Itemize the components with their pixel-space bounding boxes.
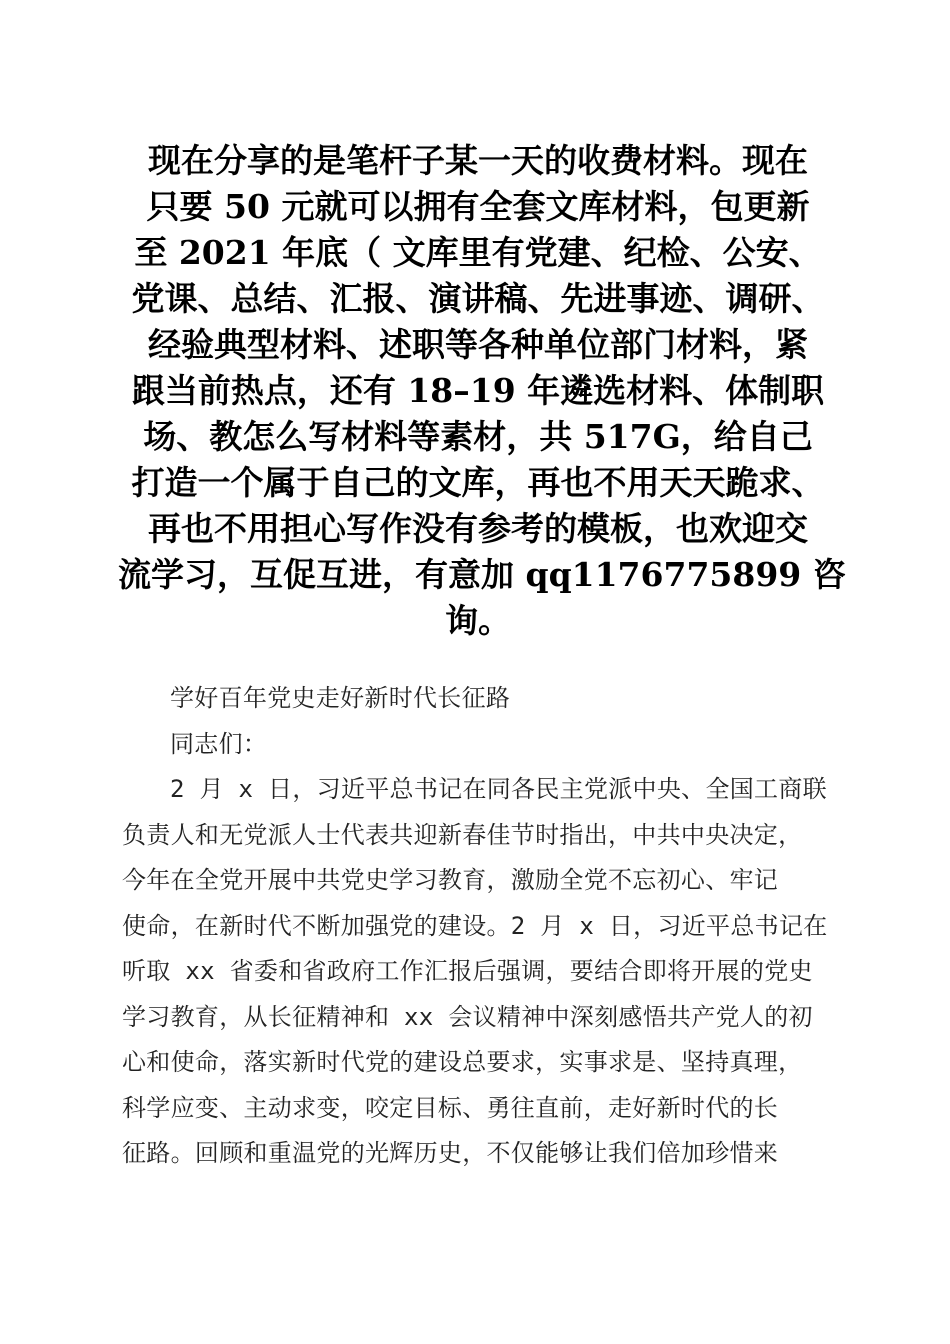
paragraph-line: 今年在全党开展中共党史学习教育，激励全党不忘初心、牢记 — [122, 866, 779, 894]
promo-line: 询。 — [445, 601, 511, 640]
article-salutation: 同志们： — [170, 729, 268, 758]
promo-line: 场、教怎么写材料等素材，共 517G，给自己 — [143, 417, 813, 456]
promo-line: 只要 50 元就可以拥有全套文库材料，包更新 — [146, 187, 810, 226]
promo-line: 打造一个属于自己的文库，再也不用天天跪求、 — [131, 463, 825, 502]
paragraph-line: 2 月 x 日，习近平总书记在同各民主党派中央、全国工商联 — [170, 775, 827, 803]
paragraph-line: 心和使命，落实新时代党的建设总要求，实事求是、坚持真理， — [122, 1048, 803, 1076]
paragraph-line: 学习教育，从长征精神和 xx 会议精神中深刻感悟共产党人的初 — [122, 1002, 813, 1031]
promo-line: 现在分享的是笔杆子某一天的收费材料。现在 — [148, 141, 808, 180]
paragraph-line: 听取 xx 省委和省政府工作汇报后强调，要结合即将开展的党史 — [122, 957, 813, 985]
promo-line: 跟当前热点，还有 18–19 年遴选材料、体制职 — [131, 371, 825, 410]
promo-paragraph — [118, 138, 846, 644]
paragraph-line: 科学应变、主动求变，咬定目标、勇往直前，走好新时代的长 — [122, 1093, 779, 1122]
paragraph-line: 征路。回顾和重温党的光辉历史，不仅能够让我们倍加珍惜来 — [122, 1139, 779, 1167]
promo-line: 经验典型材料、述职等各种单位部门材料，紧 — [148, 325, 808, 364]
article-body — [122, 676, 842, 1177]
paragraph-line: 负责人和无党派人士代表共迎新春佳节时指出，中共中央决定， — [122, 820, 803, 849]
promo-line: 流学习，互促互进，有意加 qq1176775899 咨 — [118, 555, 846, 594]
promo-line: 至 2021 年底（ 文库里有党建、纪检、公安、 — [134, 233, 822, 272]
paragraph-line: 使命，在新时代不断加强党的建设。2 月 x 日，习近平总书记在 — [122, 911, 828, 940]
promo-line: 再也不用担心写作没有参考的模板，也欢迎交 — [148, 509, 808, 548]
article-title: 学好百年党史走好新时代长征路 — [170, 684, 511, 712]
promo-line: 党课、总结、汇报、演讲稿、先进事迹、调研、 — [131, 279, 825, 318]
